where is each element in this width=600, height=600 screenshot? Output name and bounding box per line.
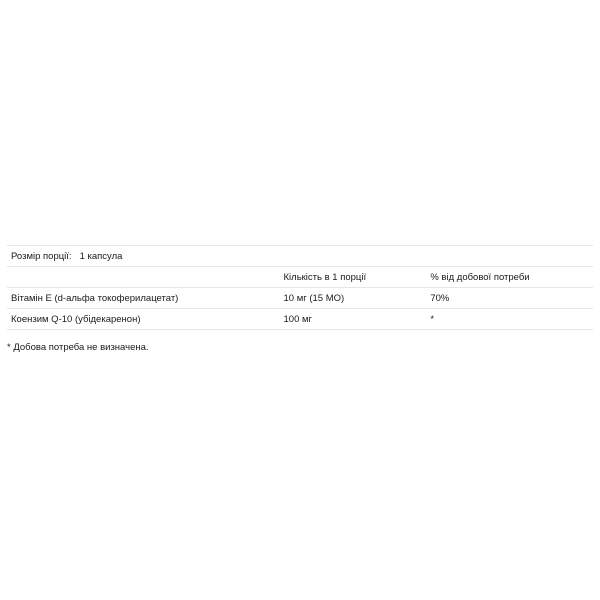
ingredient-name: Коензим Q-10 (убідекаренон): [7, 309, 280, 330]
column-header-row: [7, 267, 593, 288]
header-amount: Кількість в 1 порції: [280, 267, 427, 288]
table-row: [7, 309, 593, 330]
table-row: [7, 288, 593, 309]
serving-size-row: [7, 246, 593, 267]
ingredient-name: Вітамін Е (d-альфа токоферилацетат): [7, 288, 280, 309]
serving-size-value: 1 капсула: [79, 250, 123, 262]
ingredient-daily-value: *: [426, 309, 593, 330]
ingredient-amount: 10 мг (15 МО): [280, 288, 427, 309]
ingredient-daily-value: 70%: [426, 288, 593, 309]
footnote: * Добова потреба не визначена.: [7, 342, 149, 353]
ingredient-amount: 100 мг: [280, 309, 427, 330]
serving-size-label: Розмір порції:: [11, 250, 72, 262]
serving-size-cell: [7, 246, 593, 267]
header-daily-value: % від добової потреби: [426, 267, 593, 288]
supplement-facts-table: [7, 245, 593, 330]
header-empty-cell: [7, 267, 280, 288]
